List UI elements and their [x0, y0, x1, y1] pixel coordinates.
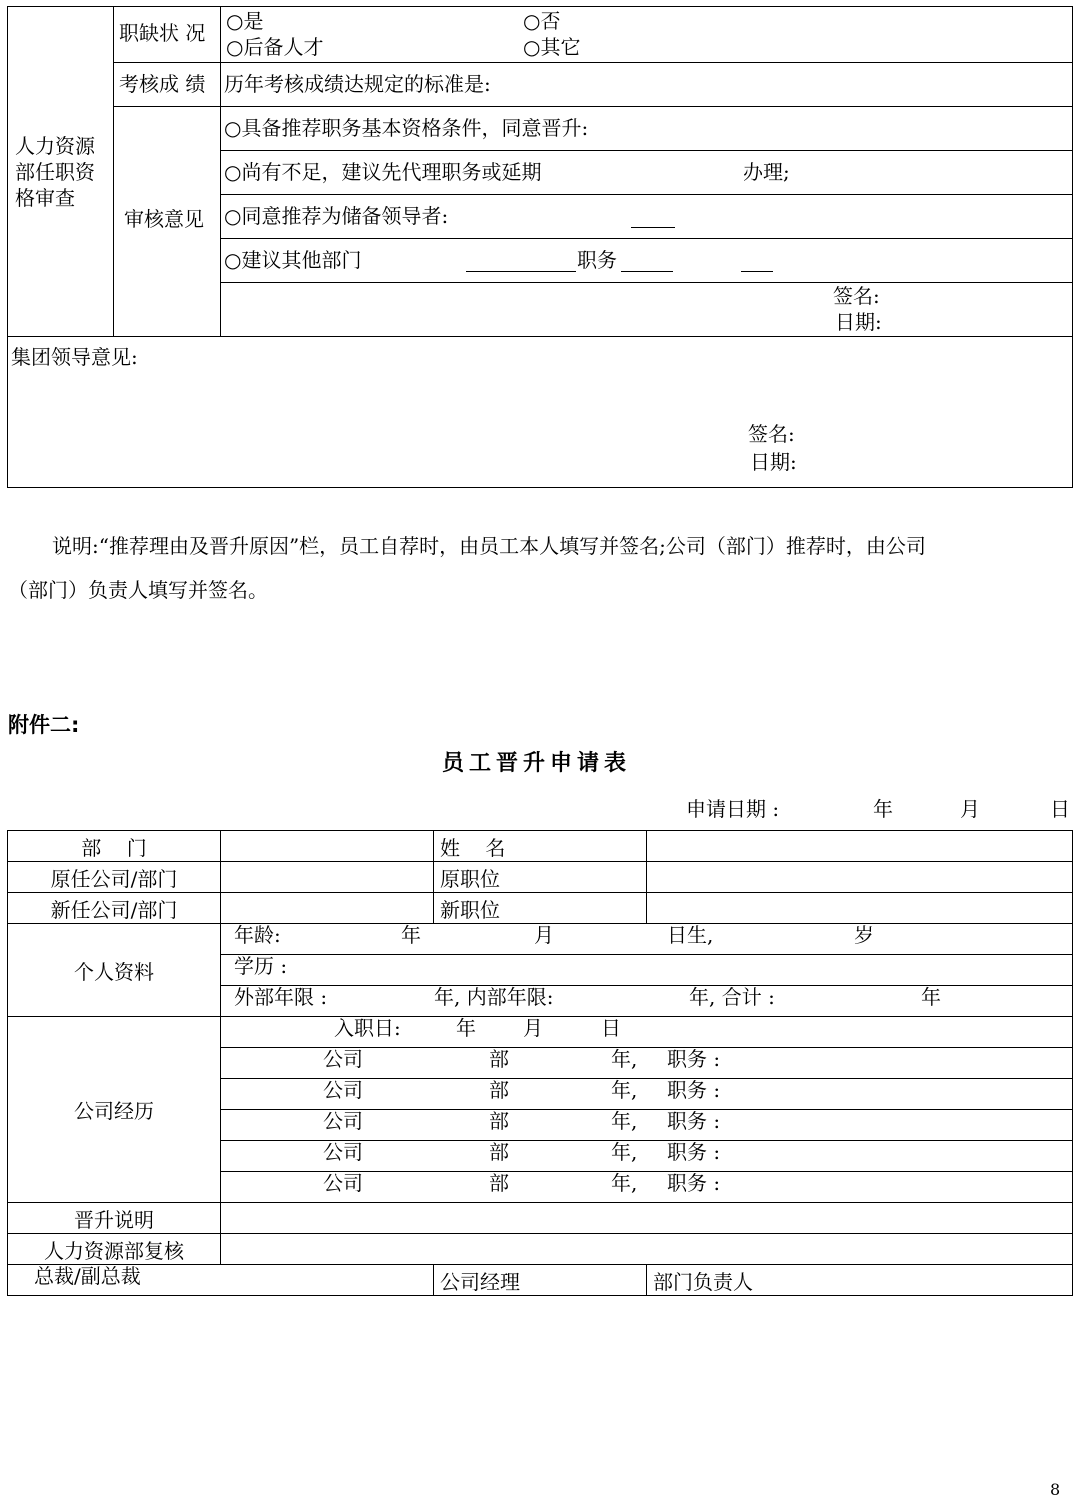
- vacancy-option-other[interactable]: ○其它: [523, 35, 581, 59]
- vacancy-option-no[interactable]: ○否: [523, 9, 561, 33]
- assessment-text: 历年考核成绩达规定的标准是:: [224, 72, 491, 96]
- apply-date-month: 月: [960, 797, 980, 821]
- orig-position-label-cell: [434, 862, 647, 893]
- history-label-cell: [8, 1017, 221, 1203]
- orig-company-input[interactable]: [221, 862, 434, 893]
- promotion-desc-label: 晋升说明: [74, 1207, 154, 1232]
- personal-label: 个人资料: [74, 959, 154, 984]
- attachment-label: 附件二:: [8, 713, 80, 737]
- history-year: 年,: [611, 1109, 638, 1133]
- history-row[interactable]: [221, 1048, 1073, 1079]
- hire-date-label: 入职日:: [334, 1016, 401, 1040]
- history-position: 职务 :: [667, 1109, 721, 1133]
- new-company-label: 新任公司/部门: [50, 897, 178, 922]
- age-unit: 岁: [854, 923, 874, 947]
- company-manager-label: 公司经理: [440, 1269, 520, 1294]
- new-position-label-cell: [434, 893, 647, 924]
- history-position: 职务 :: [667, 1078, 721, 1102]
- opinion-sign-label: 签名:: [833, 284, 880, 308]
- history-position: 职务 :: [667, 1171, 721, 1195]
- dept-label-cell: [8, 831, 221, 862]
- vacancy-options-cell: [221, 7, 1073, 63]
- opinion-option-4-extra-blank[interactable]: [741, 253, 773, 272]
- assessment-cell[interactable]: [221, 63, 1073, 107]
- years-row[interactable]: [221, 986, 1073, 1017]
- note-line-2: （部门）负责人填写并签名。: [8, 578, 268, 602]
- hire-date-month: 月: [523, 1016, 543, 1040]
- apply-date-day: 日: [1050, 797, 1070, 821]
- history-dept: 部: [489, 1078, 509, 1102]
- history-row[interactable]: [221, 1141, 1073, 1172]
- history-dept: 部: [489, 1047, 509, 1071]
- president-cell[interactable]: [8, 1265, 434, 1296]
- vacancy-label-cell: [114, 7, 221, 63]
- opinion-option-4-position-label: 职务: [577, 248, 617, 272]
- opinion-option-1-text: ○具备推荐职务基本资格条件，同意晋升:: [224, 116, 589, 140]
- history-row[interactable]: [221, 1110, 1073, 1141]
- vacancy-label: 职缺状 况: [119, 21, 206, 45]
- total-years-label: 年, 合计 :: [689, 985, 775, 1009]
- history-row[interactable]: [221, 1079, 1073, 1110]
- orig-company-label: 原任公司/部门: [50, 866, 178, 891]
- name-label-cell: [434, 831, 647, 862]
- dept-head-label: 部门负责人: [653, 1269, 753, 1294]
- age-month: 月: [534, 923, 554, 947]
- vacancy-option-yes[interactable]: ○是: [226, 9, 264, 33]
- group-leader-cell[interactable]: [8, 337, 1073, 488]
- history-position: 职务 :: [667, 1140, 721, 1164]
- opinion-date-label: 日期:: [835, 310, 882, 334]
- opinion-option-2-text: ○尚有不足，建议先代理职务或延期: [224, 160, 542, 184]
- name-input[interactable]: [647, 831, 1073, 862]
- history-company: 公司: [323, 1109, 363, 1133]
- education-label: 学历 :: [234, 954, 288, 978]
- new-position-input[interactable]: [647, 893, 1073, 924]
- hire-date-row[interactable]: [221, 1017, 1073, 1048]
- hr-review-input[interactable]: [221, 1234, 1073, 1265]
- promotion-application-table: [7, 830, 1073, 1296]
- history-label: 公司经历: [74, 1099, 154, 1123]
- education-row[interactable]: [221, 955, 1073, 986]
- new-company-label-cell: [8, 893, 221, 924]
- company-manager-cell[interactable]: [434, 1265, 647, 1296]
- opinion-option-2-tail: 办理;: [743, 160, 790, 184]
- orig-position-label: 原职位: [440, 866, 500, 891]
- history-dept: 部: [489, 1140, 509, 1164]
- history-company: 公司: [323, 1078, 363, 1102]
- hr-review-section-label: 人力资源部任职资格审查: [15, 134, 95, 210]
- note-line-1: 说明:“推荐理由及晋升原因”栏，员工自荐时，由员工本人填写并签名;公司（部门）推荐时，由公司: [52, 534, 926, 558]
- history-company: 公司: [323, 1047, 363, 1071]
- age-row[interactable]: [221, 924, 1073, 955]
- total-years-unit: 年: [921, 985, 941, 1009]
- promotion-desc-label-cell: [8, 1203, 221, 1234]
- group-leader-date-label: 日期:: [750, 450, 797, 474]
- hr-review-section-cell: [8, 7, 114, 337]
- personal-label-cell: [8, 924, 221, 1017]
- history-dept: 部: [489, 1171, 509, 1195]
- age-label: 年龄:: [234, 923, 281, 947]
- history-company: 公司: [323, 1140, 363, 1164]
- group-leader-label: 集团领导意见:: [11, 345, 138, 369]
- opinion-option-1[interactable]: [221, 107, 1073, 151]
- hr-review-table: [7, 6, 1073, 488]
- age-born: 日生,: [667, 923, 714, 947]
- opinion-option-3-text: ○同意推荐为储备领导者:: [224, 204, 449, 228]
- page-number: 8: [1050, 1480, 1061, 1499]
- opinion-option-2[interactable]: [221, 151, 1073, 195]
- history-year: 年,: [611, 1078, 638, 1102]
- apply-date-label: 申请日期 :: [686, 797, 780, 821]
- history-year: 年,: [611, 1171, 638, 1195]
- apply-date-year: 年: [873, 797, 893, 821]
- form-title: 员工晋升申请表: [442, 751, 632, 776]
- new-company-input[interactable]: [221, 893, 434, 924]
- orig-company-label-cell: [8, 862, 221, 893]
- opinion-option-4-position-blank[interactable]: [621, 253, 673, 272]
- history-year: 年,: [611, 1047, 638, 1071]
- hr-review-label-cell: [8, 1234, 221, 1265]
- opinion-option-3-blank[interactable]: [631, 209, 675, 228]
- internal-years-label: 年, 内部年限:: [434, 985, 554, 1009]
- history-dept: 部: [489, 1109, 509, 1133]
- hr-review-label: 人力资源部复核: [44, 1238, 184, 1263]
- opinion-option-4-dept-blank[interactable]: [466, 253, 576, 272]
- orig-position-input[interactable]: [647, 862, 1073, 893]
- dept-input[interactable]: [221, 831, 434, 862]
- age-year: 年: [401, 923, 421, 947]
- assessment-label-cell: [114, 63, 221, 107]
- promotion-desc-input[interactable]: [221, 1203, 1073, 1234]
- opinion-sign-cell: [221, 283, 1073, 337]
- history-year: 年,: [611, 1140, 638, 1164]
- history-row[interactable]: [221, 1172, 1073, 1203]
- opinion-option-4[interactable]: [221, 239, 1073, 283]
- opinion-option-4-text: ○建议其他部门: [224, 248, 362, 272]
- external-years-label: 外部年限 :: [234, 985, 328, 1009]
- hire-date-year: 年: [456, 1016, 476, 1040]
- opinion-label-cell: [114, 107, 221, 337]
- history-position: 职务 :: [667, 1047, 721, 1071]
- new-position-label: 新职位: [440, 897, 500, 922]
- history-company: 公司: [323, 1171, 363, 1195]
- president-label: 总裁/副总裁: [34, 1264, 141, 1288]
- dept-label: 部 门: [81, 835, 147, 860]
- group-leader-sign-label: 签名:: [748, 422, 795, 446]
- opinion-option-3[interactable]: [221, 195, 1073, 239]
- name-label: 姓 名: [440, 835, 506, 860]
- vacancy-option-reserve[interactable]: ○后备人才: [226, 35, 324, 59]
- dept-head-cell[interactable]: [647, 1265, 1073, 1296]
- opinion-label: 审核意见: [124, 207, 204, 231]
- assessment-label: 考核成 绩: [119, 72, 206, 96]
- hire-date-day: 日: [601, 1016, 621, 1040]
